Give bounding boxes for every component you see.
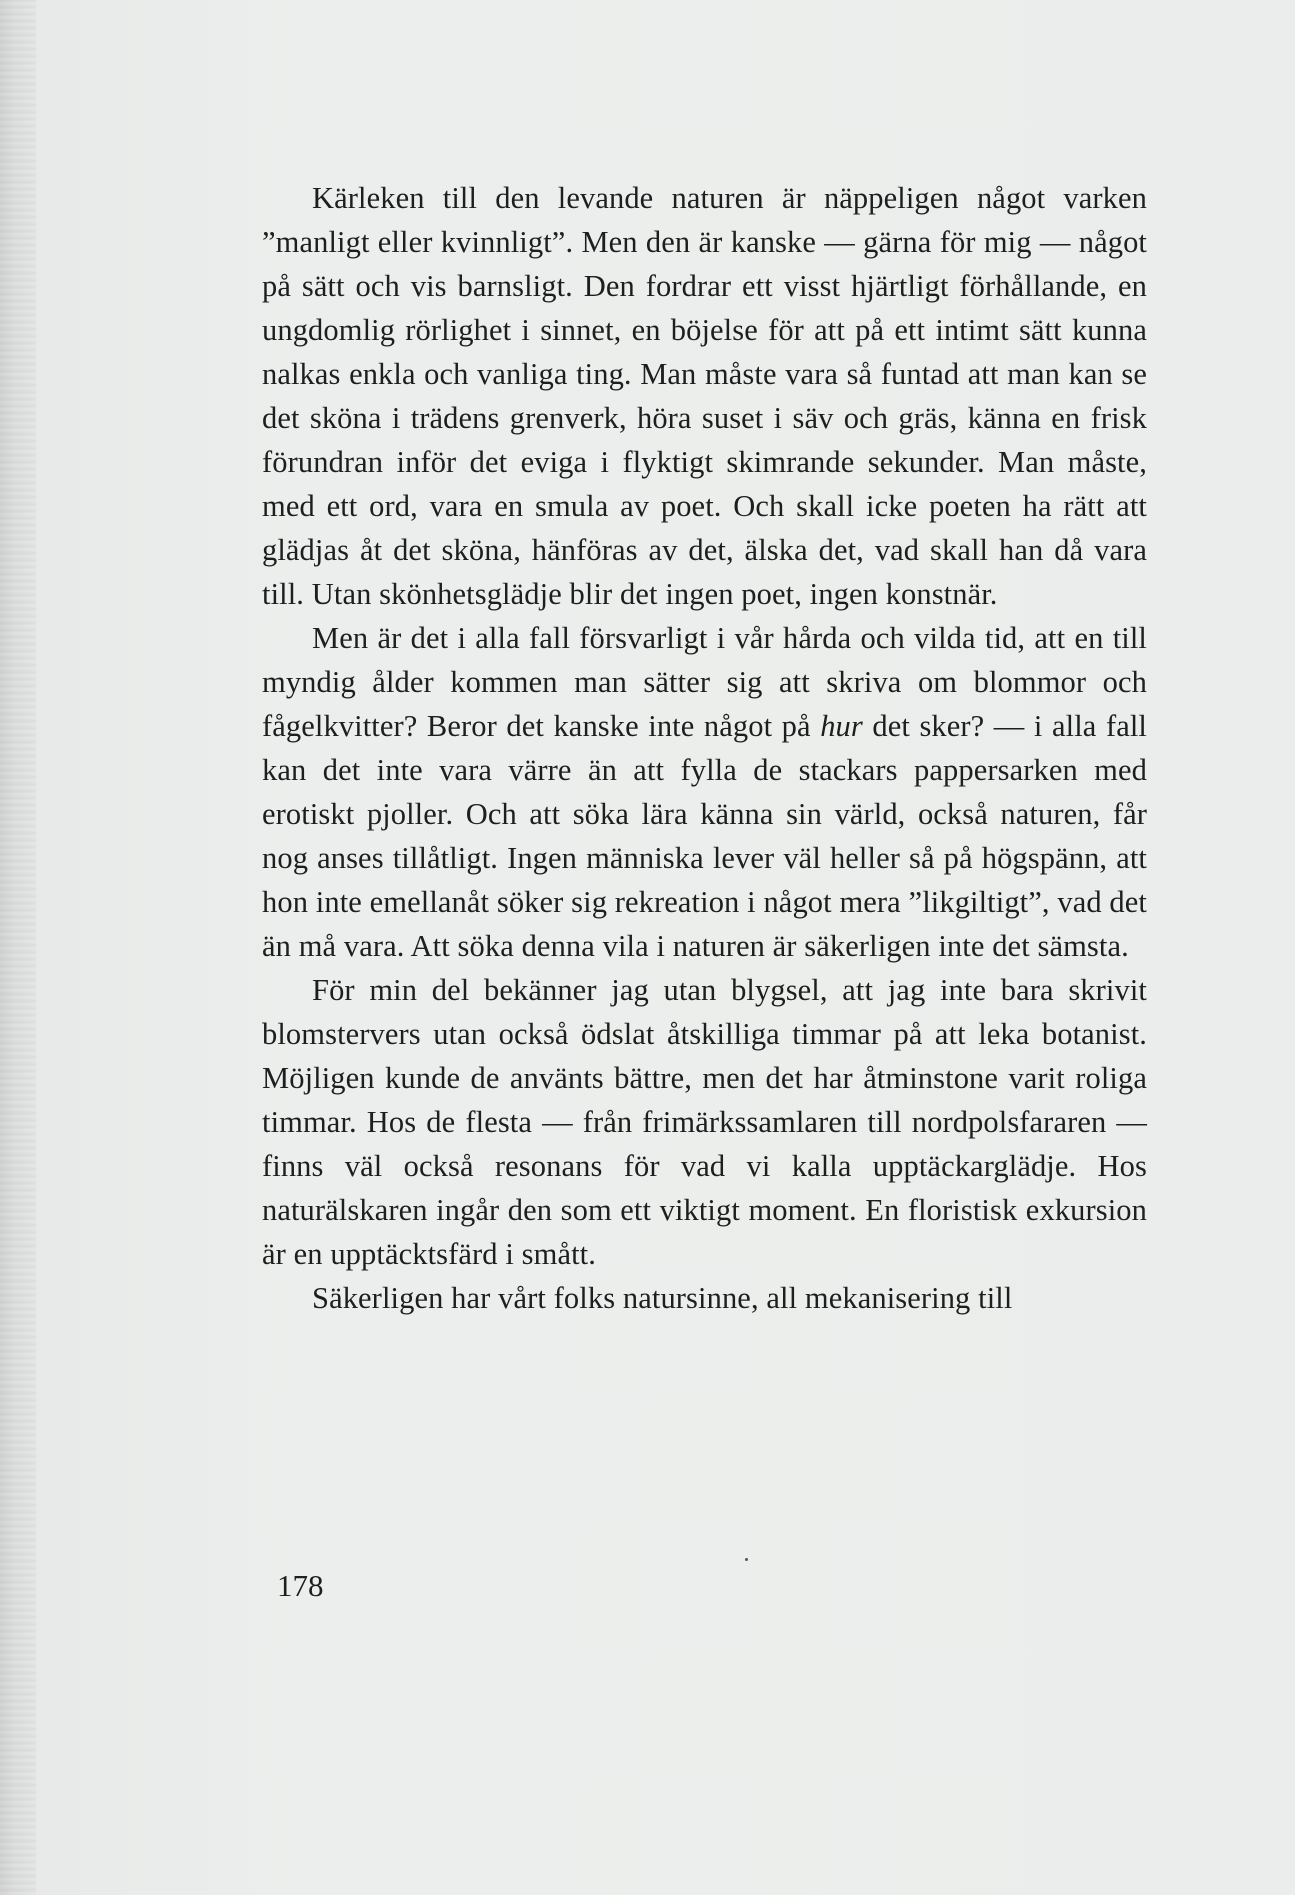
body-text: [262, 176, 1147, 1320]
page-number: 178: [277, 1568, 324, 1603]
paragraph-2: [262, 616, 1147, 968]
paragraph-1: Kärleken till den levande naturen är näppeligen något varken ”manligt eller kvinnligt”. Men den är kanske — gärna för mig — något på sätt och vis barnsligt. Den fordrar ett visst hjärtligt förhållande, en ungdomlig rörlighet i sinnet, en böjelse för att på ett intimt sätt kunna nalkas enkla och vanliga ting. Man måste vara så funtad att man kan se det sköna i trädens grenverk, höra suset i säv och gräs, känna en frisk förundran inför det eviga i flyktigt skimrande sekunder. Man måste, med ett ord, vara en smula av poet. Och skall icke poeten ha rätt att glädjas åt det sköna, hänföras av det, älska det, vad skall han då vara till. Utan skönhetsglädje blir det ingen poet, ingen konstnär.: [262, 181, 1147, 611]
paragraph-3: För min del bekänner jag utan blygsel, att jag inte bara skrivit blomstervers utan också ödslat åtskilliga timmar på att leka botanist. Möjligen kunde de använts bättre, men det har åtminstone varit roliga timmar. Hos de flesta — från frimärkssamlaren till nordpolsfararen — finns väl också resonans för vad vi kalla upptäckarglädje. Hos naturälskaren ingår den som ett viktigt moment. En floristisk exkursion är en upptäcktsfärd i smått.: [262, 973, 1147, 1271]
page-edge-shadow: [0, 0, 36, 1895]
paragraph-4: Säkerligen har vårt folks natursinne, all mekanisering till: [312, 1281, 1013, 1315]
paragraph-2-text-end: det sker? — i alla fall kan det inte vara värre än att fylla de stackars pappersarken med erotiskt pjoller. Och att söka lära känna sin värld, också naturen, får nog anses tillåtligt. Ingen människa lever väl heller så på högspänn, att hon inte emellanåt söker sig rekreation i något mera ”likgiltigt”, vad det än må vara. Att söka denna vila i naturen är säkerligen inte det sämsta.: [262, 709, 1147, 963]
ink-speck: [745, 1558, 748, 1561]
paragraph-2-text-start: Men är det i alla fall försvarligt i vår hårda och vilda tid, att en till myndig ålder kommen man sätter sig att skriva om blommor och fågelkvitter? Beror det kanske inte något på: [262, 621, 1147, 743]
paragraph-2-italic-word: hur: [820, 709, 863, 743]
